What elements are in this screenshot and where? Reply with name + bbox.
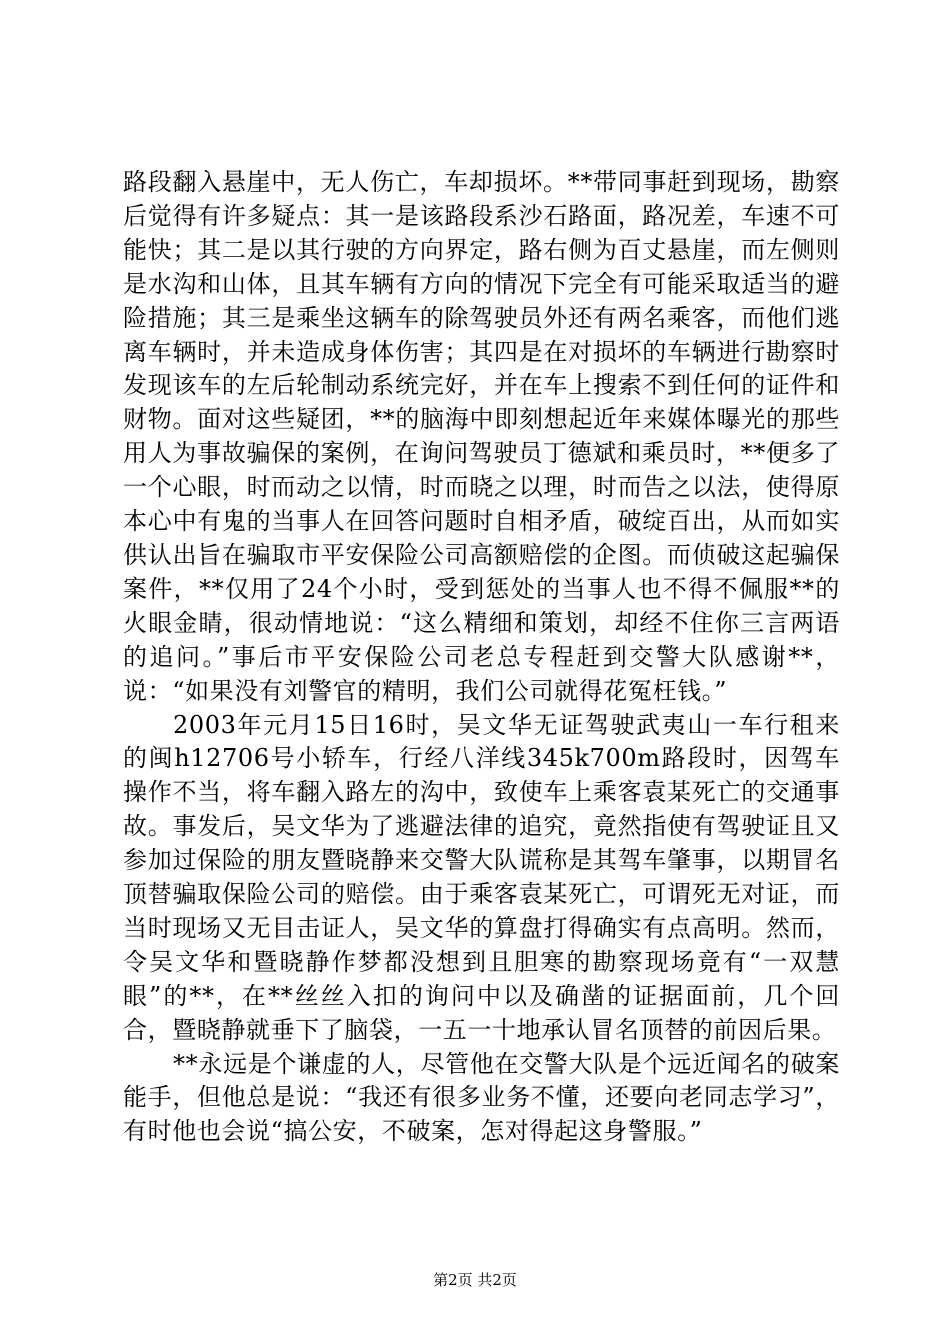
paragraph-1: 路段翻入悬崖中，无人伤亡，车却损坏。**带同事赶到现场，勘察后觉得有许多疑点：其一是该路段系沙石路面，路况差，车速不可能快；其二是以其行驶的方向界定，路右侧为百丈悬崖，而左侧则是水沟和山体，且其车辆有方向的情况下完全有可能采取适当的避险措施；其三是乘坐这辆车的除驾驶员外还有两名乘客，而他们逃离车辆时，并未造成身体伤害；其四是在对损坏的车辆进行勘察时发现该车的左后轮制动系统完好，并在车上搜索不到任何的证件和财物。面对这些疑团，**的脑海中即刻想起近年来媒体曝光的那些用人为事故骗保的案例，在询问驾驶员丁德斌和乘员时，**便多了一个心眼，时而动之以情，时而晓之以理，时而告之以法，使得原本心中有鬼的当事人在回答问题时自相矛盾，破绽百出，从而如实供认出旨在骗取市平安保险公司高额赔偿的企图。而侦破这起骗保案件，**仅用了24个小时，受到惩处的当事人也不得不佩服**的火眼金睛，很动情地说：“这么精细和策划，却经不住你三言两语的追问。”事后市平安保险公司老总专程赶到交警大队感谢**，说：“如果没有刘警官的精明，我们公司就得花冤枉钱。”	[123, 168, 840, 705]
page-footer: 第2页 共2页	[433, 1271, 517, 1289]
paragraph-2: 2003年元月15日16时，吴文华无证驾驶武夷山一车行租来的闽h12706号小轿车，行经八洋线345k700m路段时，因驾车操作不当，将车翻入路左的沟中，致使车上乘客袁某死亡的交通事故。事发后，吴文华为了逃避法律的追究，竟然指使有驾驶证且又参加过保险的朋友暨晓静来交警大队谎称是其驾车肇事，以期冒名顶替骗取保险公司的赔偿。由于乘客袁某死亡，可谓死无对证，而当时现场又无目击证人，吴文华的算盘打得确实有点高明。然而，令吴文华和暨晓静作梦都没想到且胆寒的勘察现场竟有“一双慧眼”的**，在**丝丝入扣的询问中以及确凿的证据面前，几个回合，暨晓静就垂下了脑袋，一五一十地承认冒名顶替的前因后果。	[123, 710, 840, 1044]
paragraph-3: **永远是个谦虚的人，尽管他在交警大队是个远近闻名的破案能手，但他总是说：“我还有很多业务不懂，还要向老同志学习”，有时他也会说“搞公安，不破案，怎对得起这身警服。”	[123, 1049, 840, 1146]
document-body	[123, 166, 840, 1149]
